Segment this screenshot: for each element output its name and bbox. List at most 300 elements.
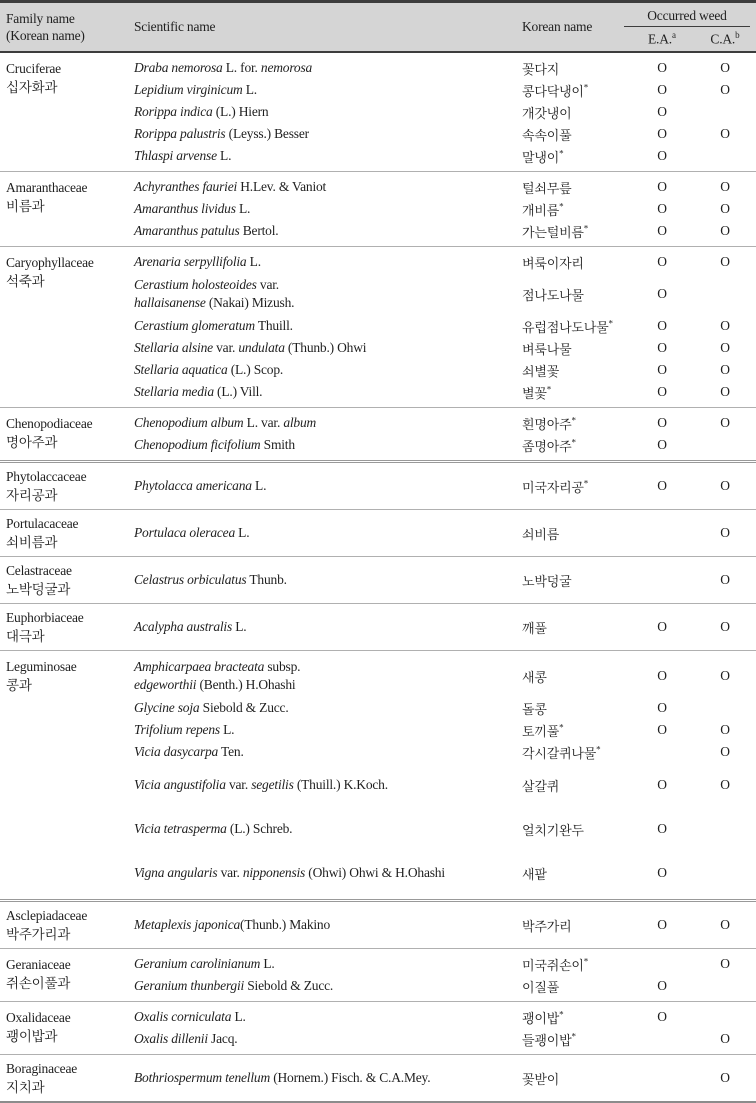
family-korean-name: 비름과 [6,199,45,214]
ca-occurrence-mark: O [720,478,730,493]
scientific-name [130,916,518,934]
species-row [130,273,750,315]
species-rows [130,467,750,505]
taxon-epithet: Chenopodium album [134,415,244,430]
ea-occurrence-mark: O [657,201,667,216]
scientific-name [130,125,518,143]
scientific-name-line1 [134,414,518,432]
ea-label: E.A. [648,31,672,47]
family-name: Amaranthaceae [6,180,88,195]
scientific-name [130,147,518,165]
korean-name: 벼룩나물 [522,341,572,357]
ea-occurrence-mark: O [657,82,667,97]
ca-occurrence-mark: O [720,254,730,269]
ca-occurrence-mark: O [720,82,730,97]
taxon-epithet: Stellaria alsine [134,340,213,355]
family-cell [6,176,130,242]
taxon-epithet: Rorippa indica [134,104,213,119]
header-occurred-weed [624,3,750,51]
ea-occurrence-mark: O [657,821,667,836]
author-citation: Ten. [218,744,244,759]
family-cell [6,412,130,456]
scientific-name-line1 [134,1030,518,1048]
scientific-name [130,253,518,271]
author-citation: (Leyss.) Besser [225,126,309,141]
taxon-epithet: Portulaca oleracea [134,525,235,540]
species-row [130,851,750,895]
species-row [130,176,750,198]
header-korean-label: Korean name [522,19,593,34]
korean-name: 미국쥐손이* [522,956,589,973]
author-citation: Jacq. [207,1031,238,1046]
exotic-species-mark: * [559,722,564,733]
scientific-name-line1 [134,618,518,636]
scientific-name-line1 [134,361,518,379]
author-citation: L. [232,619,247,634]
korean-name: 얼치기완두 [522,822,584,838]
table-header-row [0,0,756,53]
family-name: Asclepiadaceae [6,908,88,923]
family-korean-name: 석죽과 [6,274,45,289]
exotic-species-mark: * [546,384,552,395]
species-rows [130,953,750,997]
family-section [0,556,756,603]
family-section [0,899,756,948]
ea-occurrence-mark: O [657,340,667,355]
korean-name: 흰명아주* [522,415,576,432]
author-citation: L. [260,956,275,971]
species-rows [130,412,750,456]
scientific-name [130,571,518,589]
scientific-name-line1 [134,59,518,77]
taxon-epithet: Chenopodium ficifolium [134,437,261,452]
author-citation: L. [216,148,232,163]
taxon-epithet: Celastrus orbiculatus [134,572,247,587]
species-row [130,198,750,220]
author-citation: var. [217,865,243,880]
taxon-epithet: Amaranthus lividus [134,201,236,216]
taxon-epithet: Stellaria aquatica [134,362,228,377]
korean-name: 박주가리 [522,918,572,934]
family-name: Geraniaceae [6,957,71,972]
author-citation: (Thuill.) K.Koch. [293,777,388,792]
family-korean-name: 콩과 [6,678,32,693]
scientific-name [130,339,518,357]
ca-occurrence-mark: O [720,384,730,399]
exotic-species-mark: * [608,318,614,329]
header-ea-column [624,30,700,48]
taxon-epithet: Arenaria serpyllifolia [134,254,247,269]
author-citation: var. [256,277,279,292]
family-cell [6,1059,130,1097]
taxon-epithet: Vigna angularis [134,865,218,880]
taxon-epithet: undulata [238,340,285,355]
ea-occurrence-mark: O [657,415,667,430]
header-scientific-label: Scientific name [134,19,216,34]
author-citation: (L.) Scop. [227,362,284,377]
scientific-name-line2 [134,676,518,694]
korean-name: 꽃받이 [522,1071,560,1087]
species-row [130,953,750,975]
scientific-name-line1 [134,864,518,882]
korean-name: 살갈퀴 [522,778,560,794]
korean-name: 가는털비름* [522,223,589,240]
author-citation: (Nakai) Mizush. [205,295,295,310]
species-row [130,975,750,997]
scientific-name-line1 [134,103,518,121]
table-body [0,53,756,1101]
taxon-epithet: Acalypha australis [134,619,233,634]
scientific-name-line1 [134,383,518,401]
family-korean-name: 명아주과 [6,435,58,450]
scientific-name-line1 [134,820,518,838]
korean-name: 점나도나물 [522,287,584,303]
ca-occurrence-mark: O [720,362,730,377]
species-row [130,807,750,851]
author-citation: Siebold & Zucc. [244,978,334,993]
scientific-name-line1 [134,977,518,995]
species-rows [130,176,750,242]
family-cell [6,1006,130,1050]
species-row [130,1059,750,1097]
author-citation: (L.) Vill. [213,384,263,399]
scientific-name-line1 [134,81,518,99]
scientific-name-line1 [134,125,518,143]
scientific-name-line1 [134,178,518,196]
family-cell [6,906,130,944]
family-korean-name: 십자화과 [6,80,58,95]
header-scientific-name [130,3,518,51]
korean-name: 털쇠무릎 [522,180,572,196]
species-rows [130,906,750,944]
taxon-epithet: edgeworthii [134,677,197,692]
korean-name: 꽃다지 [522,61,560,77]
scientific-name-line1 [134,955,518,973]
korean-name: 미국자리공* [522,478,589,495]
taxon-epithet: nemorosa [260,60,313,75]
ca-occurrence-mark: O [720,744,730,759]
family-cell [6,561,130,599]
family-name: Portulacaceae [6,516,79,531]
korean-name: 벼룩이자리 [522,255,584,271]
taxon-epithet: nipponensis [242,865,306,880]
taxon-epithet: Amaranthus patulus [134,223,240,238]
taxon-epithet: Metaplexis japonica [134,917,241,932]
scientific-name-line1 [134,253,518,271]
ca-occurrence-mark: O [720,917,730,932]
species-row [130,1028,750,1050]
family-section [0,603,756,650]
scientific-name [130,276,518,312]
ea-occurrence-mark: O [657,179,667,194]
ca-occurrence-mark: O [720,619,730,634]
scientific-name-line1 [134,721,518,739]
species-row [130,79,750,101]
ca-occurrence-mark: O [720,126,730,141]
ca-occurrence-mark: O [720,1031,730,1046]
exotic-species-mark: * [583,223,589,234]
ea-occurrence-mark: O [657,1009,667,1024]
taxon-epithet: hallaisanense [134,295,206,310]
family-section [0,407,756,460]
scientific-name-line1 [134,339,518,357]
family-name: Celastraceae [6,563,72,578]
header-korean-name [518,3,624,51]
korean-name: 깨풀 [522,620,547,636]
ea-occurrence-mark: O [657,978,667,993]
scientific-name [130,383,518,401]
scientific-name-line1 [134,276,518,294]
exotic-species-mark: * [571,415,576,426]
author-citation: (L.) Schreb. [226,821,293,836]
species-row [130,123,750,145]
scientific-name [130,361,518,379]
species-row [130,381,750,403]
korean-name: 각시갈퀴나물* [522,744,601,761]
taxon-epithet: Glycine soja [134,700,200,715]
scientific-name [130,776,518,794]
family-cell [6,655,130,895]
author-citation: L. [242,82,257,97]
korean-name: 토끼풀* [522,722,564,739]
taxon-epithet: Thlaspi arvense [134,148,217,163]
species-row [130,741,750,763]
scientific-name [130,178,518,196]
species-row [130,1006,750,1028]
ca-footnote-mark: b [735,29,740,40]
species-row [130,412,750,434]
header-family-line1: Family name [6,11,75,26]
ca-occurrence-mark: O [720,201,730,216]
korean-name: 새콩 [522,669,547,685]
author-citation: L. [235,525,250,540]
exotic-species-mark: * [583,956,589,967]
taxon-epithet: Bothriospermum tenellum [134,1070,271,1085]
author-citation: (Benth.) H.Ohashi [196,677,296,692]
scientific-name [130,1030,518,1048]
scientific-name-line1 [134,477,518,495]
scientific-name [130,820,518,838]
author-citation: Bertol. [239,223,279,238]
family-name: Cruciferae [6,61,61,76]
family-korean-name: 쥐손이풀과 [6,976,71,991]
occurred-weed-label: Occurred weed [624,7,750,27]
family-korean-name: 노박덩굴과 [6,582,71,597]
scientific-name [130,524,518,542]
taxon-epithet: segetilis [251,777,294,792]
ea-occurrence-mark: O [657,254,667,269]
species-row [130,655,750,697]
ea-occurrence-mark: O [657,668,667,683]
ea-occurrence-mark: O [657,437,667,452]
species-row [130,906,750,944]
ca-occurrence-mark: O [720,572,730,587]
taxon-epithet: Cerastium glomeratum [134,318,255,333]
ca-occurrence-mark: O [720,318,730,333]
family-section [0,650,756,899]
author-citation: Siebold & Zucc. [199,700,289,715]
taxon-epithet: Vicia tetrasperma [134,821,227,836]
scientific-name-line1 [134,916,518,934]
family-korean-name: 대극과 [6,629,45,644]
species-rows [130,57,750,167]
korean-name: 콩다닥냉이* [522,82,589,99]
occurred-weed-subheader [624,27,750,48]
korean-name: 돌콩 [522,701,547,717]
scientific-name [130,864,518,882]
family-section [0,948,756,1001]
ca-occurrence-mark: O [720,525,730,540]
taxon-epithet: Stellaria media [134,384,214,399]
ea-occurrence-mark: O [657,865,667,880]
exotic-species-mark: * [559,148,564,159]
taxon-epithet: Amphicarpaea bracteata [134,659,265,674]
scientific-name [130,743,518,761]
ca-occurrence-mark: O [720,415,730,430]
scientific-name [130,200,518,218]
family-name: Euphorbiaceae [6,610,84,625]
korean-name: 별꽃* [522,384,552,401]
family-section [0,246,756,407]
family-section [0,1054,756,1101]
korean-name: 속속이풀 [522,127,572,143]
author-citation: subsp. [264,659,301,674]
taxon-epithet: Rorippa palustris [134,126,226,141]
korean-name: 유럽점나도나물* [522,318,614,335]
scientific-name [130,59,518,77]
species-row [130,359,750,381]
species-row [130,719,750,741]
author-citation: L. [246,254,261,269]
author-citation: L. [219,722,235,737]
family-cell [6,953,130,997]
species-row [130,101,750,123]
ea-occurrence-mark: O [657,126,667,141]
scientific-name [130,81,518,99]
family-cell [6,608,130,646]
ca-occurrence-mark: O [720,777,730,792]
author-citation: (Thunb.) Makino [240,917,331,932]
species-row [130,763,750,807]
species-row [130,608,750,646]
taxon-epithet: Oxalis corniculata [134,1009,232,1024]
ca-occurrence-mark: O [720,668,730,683]
species-rows [130,251,750,403]
scientific-name [130,103,518,121]
family-cell [6,467,130,505]
species-row [130,220,750,242]
scientific-name [130,618,518,636]
korean-name: 쇠비름 [522,526,560,542]
ca-occurrence-mark: O [720,223,730,238]
author-citation: Thuill. [254,318,293,333]
ca-occurrence-mark: O [720,340,730,355]
author-citation: (L.) Hiern [212,104,269,119]
family-korean-name: 지치과 [6,1080,45,1095]
species-rows [130,655,750,895]
taxon-epithet: Geranium thunbergii [134,978,245,993]
ca-occurrence-mark: O [720,60,730,75]
korean-name: 개갓냉이 [522,105,572,121]
species-rows [130,1006,750,1050]
family-name: Chenopodiaceae [6,416,93,431]
korean-name: 말냉이* [522,148,564,165]
ea-occurrence-mark: O [657,478,667,493]
species-rows [130,1059,750,1097]
family-name: Oxalidaceae [6,1010,71,1025]
scientific-name [130,436,518,454]
ca-label: C.A. [710,31,736,47]
exotic-species-mark: * [583,478,589,489]
family-section [0,1001,756,1054]
korean-name: 좀명아주* [522,437,576,454]
ea-occurrence-mark: O [657,104,667,119]
korean-name: 들괭이밥* [522,1031,576,1048]
species-row [130,145,750,167]
ea-footnote-mark: a [671,29,676,40]
scientific-name [130,317,518,335]
taxon-epithet: Trifolium repens [134,722,220,737]
header-family-name [6,3,130,51]
species-row [130,57,750,79]
scientific-name [130,699,518,717]
species-row [130,434,750,456]
author-citation: Smith [260,437,295,452]
ea-occurrence-mark: O [657,384,667,399]
species-row [130,697,750,719]
taxon-epithet: Draba nemorosa [134,60,223,75]
exotic-species-mark: * [559,1009,564,1020]
scientific-name-line1 [134,147,518,165]
scientific-name-line1 [134,524,518,542]
family-korean-name: 자리공과 [6,488,58,503]
scientific-name [130,658,518,694]
species-rows [130,561,750,599]
scientific-name-line1 [134,571,518,589]
korean-name: 쇠별꽃 [522,363,560,379]
korean-name: 새팥 [522,866,547,882]
ea-occurrence-mark: O [657,223,667,238]
family-cell [6,251,130,403]
species-row [130,561,750,599]
korean-name: 노박덩굴 [522,573,572,589]
family-korean-name: 쇠비름과 [6,535,58,550]
taxon-epithet: Vicia angustifolia [134,777,226,792]
family-section [0,171,756,246]
species-row [130,337,750,359]
author-citation: (Thunb.) Ohwi [284,340,367,355]
author-citation: (Hornem.) Fisch. & C.A.Mey. [270,1070,431,1085]
scientific-name-line1 [134,222,518,240]
ca-occurrence-mark: O [720,179,730,194]
scientific-name [130,222,518,240]
author-citation: L. [231,1009,246,1024]
scientific-name-line1 [134,658,518,676]
author-citation: L. var. [243,415,284,430]
taxon-epithet: Cerastium holosteoides [134,277,257,292]
ca-occurrence-mark: O [720,956,730,971]
author-citation: L. [235,201,251,216]
family-name: Caryophyllaceae [6,255,94,270]
taxon-epithet: Lepidium virginicum [134,82,243,97]
taxon-epithet: album [283,415,317,430]
species-row [130,514,750,552]
scientific-name [130,721,518,739]
ea-occurrence-mark: O [657,619,667,634]
species-rows [130,514,750,552]
author-citation: Thunb. [246,572,287,587]
taxon-epithet: Phytolacca americana [134,478,252,493]
